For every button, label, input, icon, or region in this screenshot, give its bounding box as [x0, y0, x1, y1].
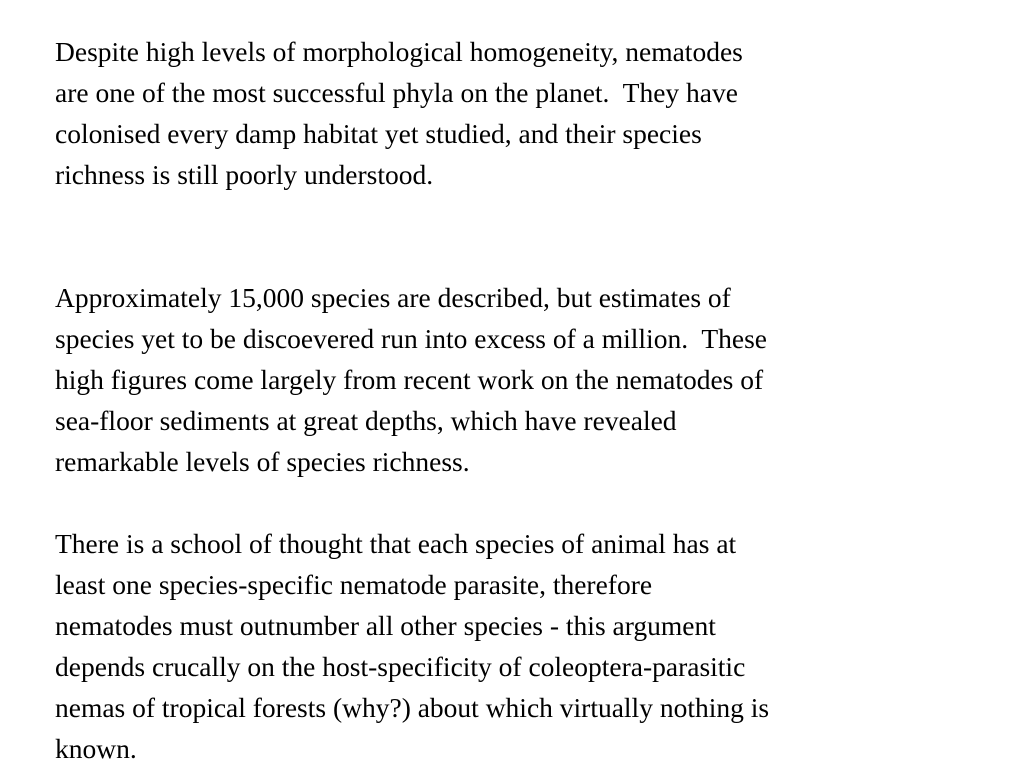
text-line: remarkable levels of species richness. [55, 446, 470, 477]
text-line: Despite high levels of morphological homogeneity, nematodes [55, 36, 743, 67]
text-line: least one species-specific nematode parasite, therefore [55, 569, 653, 600]
text-line: are one of the most successful phyla on the planet. They have [55, 77, 738, 108]
text-line: There is a school of thought that each species of animal has at [55, 528, 737, 559]
text-line: nemas of tropical forests (why?) about which virtually nothing is [55, 692, 770, 723]
text-line: Approximately 15,000 species are described, but estimates of [55, 282, 731, 313]
paragraph-species-estimates [55, 277, 767, 482]
text-line: richness is still poorly understood. [55, 159, 434, 190]
text-line: nematodes must outnumber all other species - this argument [55, 610, 716, 641]
text-line: colonised every damp habitat yet studied, and their species [55, 118, 702, 149]
text-line: species yet to be discoevered run into excess of a million. These [55, 323, 767, 354]
text-line: known. [55, 733, 137, 764]
paragraph-nematode-success [55, 31, 743, 195]
text-line: depends crucally on the host-specificity of coleoptera-parasitic [55, 651, 746, 682]
text-line: high figures come largely from recent work on the nematodes of [55, 364, 764, 395]
paragraph-parasite-argument [55, 523, 769, 768]
text-line: sea-floor sediments at great depths, which have revealed [55, 405, 677, 436]
